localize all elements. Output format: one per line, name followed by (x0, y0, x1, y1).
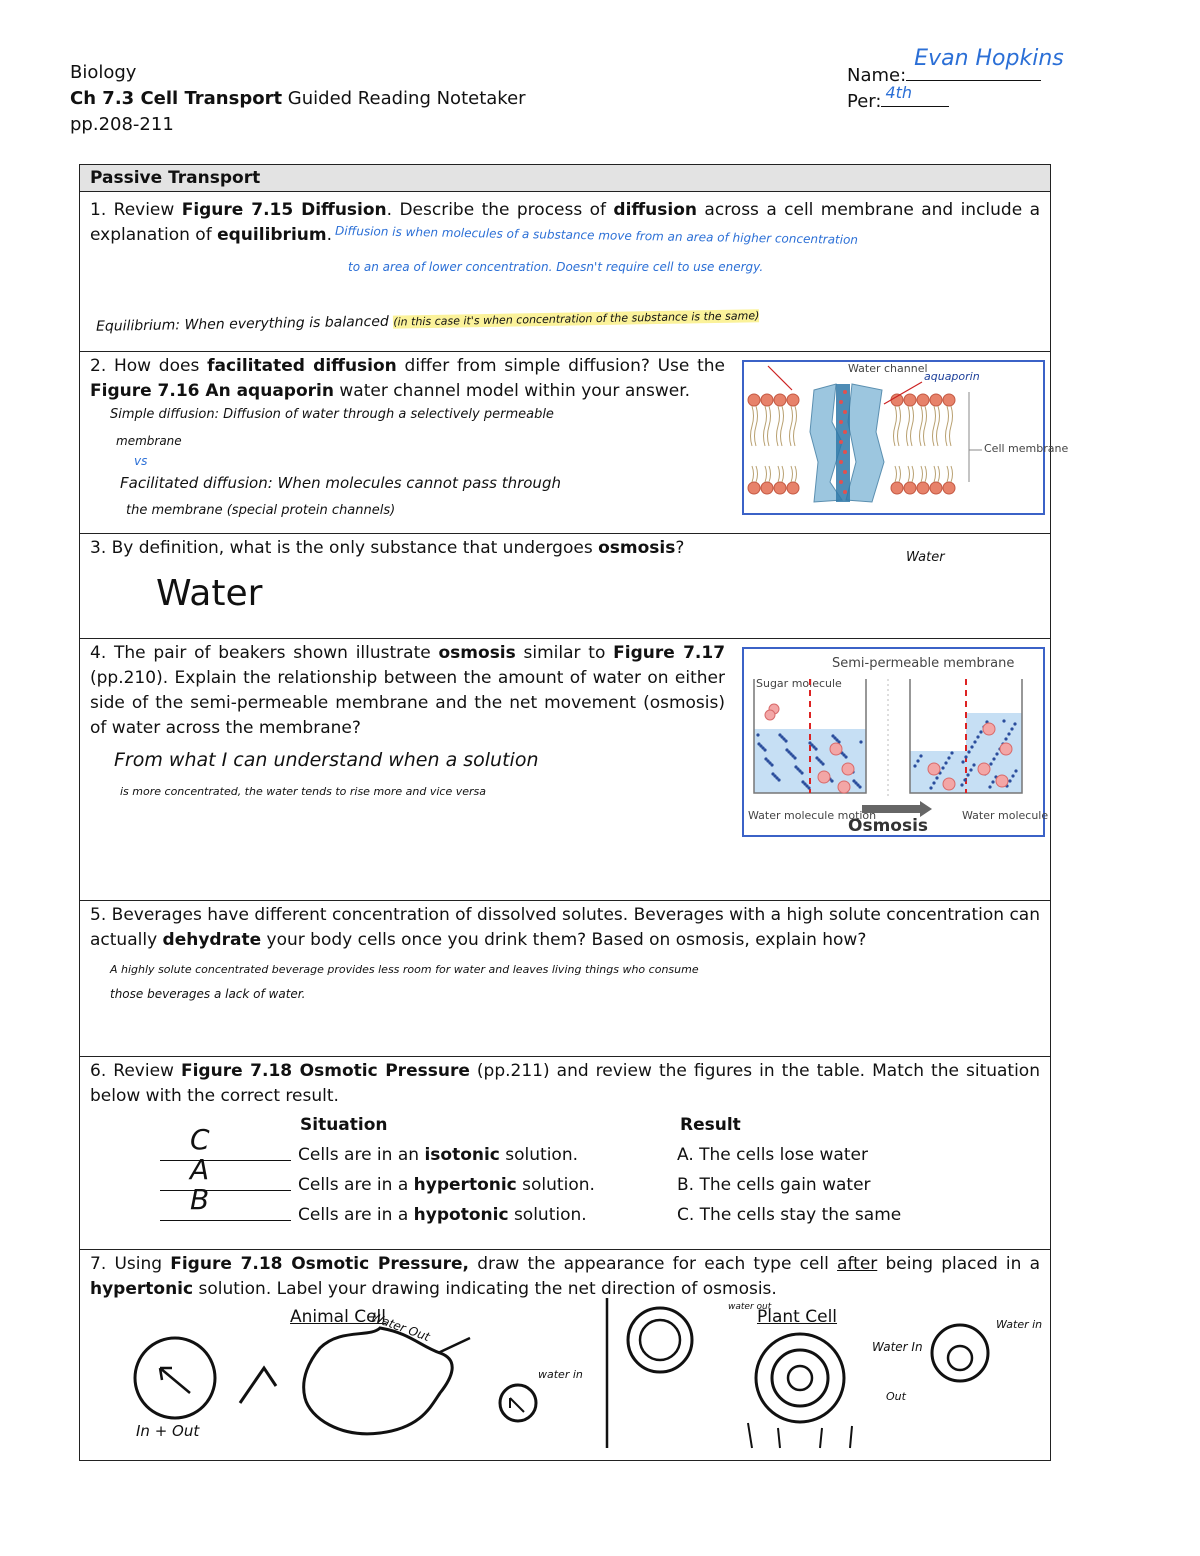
question-3-text: 3. By definition, what is the only substance that undergoes osmosis? (90, 538, 685, 558)
sugar-molecule (978, 763, 990, 775)
water-molecule (919, 754, 922, 757)
water-molecule (973, 740, 976, 743)
answer-6-2: A (190, 1153, 210, 1186)
answer-2-line1: Simple diffusion: Diffusion of water through a selectively permeable (110, 407, 554, 422)
phospholipid-tail (920, 406, 927, 482)
answer-6-3: B (190, 1183, 210, 1216)
worksheet-table (79, 164, 1069, 1461)
answer-2-vs: vs (134, 454, 148, 468)
phospholipid-tail (777, 406, 784, 482)
water-molecule (966, 773, 969, 776)
plant-cell-label: Plant Cell (757, 1307, 838, 1327)
phospholipid-head (748, 482, 760, 494)
water-molecule (967, 750, 970, 753)
question-6-text: 6. Review Figure 7.18 Osmotic Pressure (pp.211) and review the figures in the table. Match the situation below with the correct result. (90, 1061, 1040, 1106)
name-value: Evan Hopkins (914, 46, 1064, 71)
phospholipid-head (917, 394, 929, 406)
label-sugar-molecule: Sugar molecule (756, 677, 842, 690)
osmosis-arrowhead (920, 801, 932, 817)
chapter-title: Ch 7.3 Cell Transport Guided Reading Notetaker (70, 88, 526, 109)
result-b: B. The cells gain water (677, 1175, 871, 1195)
water-molecule (969, 768, 972, 771)
sugar-molecule (838, 781, 850, 793)
answer-2-line3: Facilitated diffusion: When molecules cannot pass through (120, 474, 561, 492)
label-water-molecule: Water molecule (962, 809, 1049, 822)
period-value: 4th (885, 83, 913, 102)
water-molecule (1011, 774, 1014, 777)
question-7 (80, 1249, 1050, 1460)
phospholipid-head (787, 394, 799, 406)
plant-cell-before-outer (628, 1308, 692, 1372)
aquaporin-diagram (744, 362, 1069, 513)
water-molecule (859, 740, 862, 743)
water-molecule-dot (843, 490, 847, 494)
sugar-molecule (1000, 743, 1012, 755)
question-5-text: 5. Beverages have different concentration of dissolved solutes. Beverages with a high solute concentration can actually dehydrate your body cells once you drink them? Based on osmosis, explain how? (90, 905, 1040, 950)
plant-cell-right-outer (932, 1325, 988, 1381)
label-osmosis: Osmosis (848, 816, 929, 836)
water-molecule (916, 759, 919, 762)
water-molecule (1007, 732, 1010, 735)
water-molecule (764, 757, 767, 760)
answer-5-line1: A highly solute concentrated beverage provides less room for water and leaves living things who consume (110, 963, 699, 976)
question-4 (80, 638, 1050, 900)
right-beaker-air (910, 713, 966, 751)
water-molecule (950, 751, 953, 754)
column-result: Result (680, 1115, 741, 1135)
water-molecule (757, 742, 760, 745)
result-a: A. The cells lose water (677, 1145, 868, 1165)
plant-cell-middle (772, 1350, 828, 1406)
label-water-in: water in (538, 1368, 583, 1381)
aquaporin-right-protein (846, 384, 884, 502)
label-water-in-3: Water in (996, 1318, 1043, 1331)
annot-aquaporin: aquaporin (924, 370, 980, 383)
phospholipid-head (891, 482, 903, 494)
water-molecule-dot (839, 420, 843, 424)
animal-water-arrow (438, 1338, 470, 1353)
water-molecule (995, 752, 998, 755)
water-molecule (960, 783, 963, 786)
answer-4-line1: From what I can understand when a solution (114, 749, 539, 771)
label-semi-permeable: Semi-permeable membrane (832, 656, 1015, 671)
phospholipid-head (930, 482, 942, 494)
label-water-in-2: Water In (872, 1340, 923, 1354)
phospholipid-tail (790, 406, 797, 482)
sugar-molecule (830, 743, 842, 755)
label-cell-membrane: Cell membrane (984, 442, 1069, 455)
animal-arrow-inner (160, 1368, 190, 1393)
water-molecule (972, 763, 975, 766)
phospholipid-head (917, 482, 929, 494)
phospholipid-head (904, 394, 916, 406)
water-molecule (913, 764, 916, 767)
question-7-text: 7. Using Figure 7.18 Osmotic Pressure, draw the appearance for each type cell after being placed in a hypertonic solution. Label your drawing indicating the net direction of osmosis. (90, 1254, 1041, 1299)
label-water-motion: Water molecule motion (748, 809, 877, 822)
page-range: pp.208-211 (70, 114, 174, 135)
sugar-molecule (996, 775, 1008, 787)
water-molecule (1010, 727, 1013, 730)
water-molecule (935, 776, 938, 779)
aquaporin-figure (742, 360, 1069, 515)
water-molecule-dot (843, 450, 847, 454)
sugar-molecule (818, 771, 830, 783)
animal-cell-small (500, 1385, 536, 1421)
animal-small-arrow (510, 1398, 524, 1412)
column-situation: Situation (300, 1115, 388, 1135)
question-3 (80, 533, 1050, 638)
animal-arrow (240, 1368, 276, 1403)
answer-6-1: C (190, 1123, 210, 1156)
water-channel (836, 384, 850, 502)
answer-1-line2: to an area of lower concentration. Doesn't require cell to use energy. (348, 260, 764, 274)
answer-2-line4: the membrane (special protein channels) (126, 503, 396, 518)
water-molecule-dot (839, 460, 843, 464)
label-out: Out (886, 1390, 906, 1403)
water-molecule (1014, 769, 1017, 772)
water-molecule (808, 741, 811, 744)
answer-3: Water (156, 573, 263, 614)
plant-cell-outer (756, 1334, 844, 1422)
water-molecule (929, 786, 932, 789)
plant-cell-inner (788, 1366, 812, 1390)
water-molecule (778, 733, 781, 736)
water-molecule (1008, 779, 1011, 782)
result-c: C. The cells stay the same (677, 1205, 902, 1225)
question-1-text: 1. Review Figure 7.15 Diffusion. Describe the process of diffusion across a cell membrane and include a explanation of equilibrium. (90, 200, 1040, 245)
water-molecule (771, 772, 774, 775)
water-molecule-dot (843, 430, 847, 434)
answer-blank-3[interactable] (160, 1183, 291, 1221)
water-molecule-dot (839, 440, 843, 444)
sugar-molecule (842, 763, 854, 775)
water-molecule (944, 761, 947, 764)
water-molecule (947, 756, 950, 759)
water-molecule (941, 766, 944, 769)
water-molecule (1002, 719, 1005, 722)
phospholipid-head (904, 482, 916, 494)
phospholipid-head (774, 394, 786, 406)
water-molecule (794, 765, 797, 768)
answer-1-line1: Diffusion is when molecules of a substance move from an area of higher concentration (334, 223, 859, 247)
period-field[interactable]: Per: 4th (847, 86, 949, 115)
water-molecule (1004, 737, 1007, 740)
water-molecule-dot (843, 410, 847, 414)
water-molecule (964, 755, 967, 758)
answer-1-line3: Equilibrium: When everything is balanced (in this case it's when concentration of the substance is the same) (95, 309, 760, 335)
phospholipid-head (943, 394, 955, 406)
phospholipid-head (761, 482, 773, 494)
phospholipid-head (943, 482, 955, 494)
water-molecule (988, 785, 991, 788)
course-label: Biology (70, 62, 137, 83)
animal-cell-label: Animal Cell (290, 1307, 387, 1327)
water-molecule (1013, 722, 1016, 725)
label-in-out: In + Out (136, 1422, 200, 1440)
situation-3: Cells are in a hypotonic solution. (298, 1205, 587, 1225)
water-molecule (815, 756, 818, 759)
water-molecule (991, 780, 994, 783)
phospholipid-head (787, 482, 799, 494)
phospholipid-tail (907, 406, 914, 482)
phospholipid-head (761, 394, 773, 406)
phospholipid-head (774, 482, 786, 494)
answer-5-line2: those beverages a lack of water. (110, 987, 306, 1001)
water-molecule (785, 748, 788, 751)
sugar-molecule (928, 763, 940, 775)
label-water-channel: Water channel (848, 362, 928, 375)
answer-1-highlight: (in this case it's when concentration of the substance is the same) (393, 309, 760, 329)
water-molecule (970, 745, 973, 748)
phospholipid-tail (946, 406, 953, 482)
water-molecule (932, 781, 935, 784)
annot-water-label: Water (906, 550, 945, 565)
question-4-text: 4. The pair of beakers shown illustrate osmosis similar to Figure 7.17 (pp.210). Explain the relationship between the amount of water on either side of the semi-permeable membrane and the net movement (osmosis) of water across the membrane? (90, 643, 726, 738)
animal-cell-shrunken (304, 1328, 453, 1434)
answer-2-line2: membrane (116, 434, 182, 448)
sugar-molecule (765, 710, 775, 720)
answer-blank-1[interactable] (160, 1123, 291, 1161)
answer-4-line2: is more concentrated, the water tends to rise more and vice versa (120, 785, 487, 798)
osmosis-diagram (744, 649, 1049, 836)
water-molecule (852, 779, 855, 782)
sugar-molecule (983, 723, 995, 735)
situation-1: Cells are in an isotonic solution. (298, 1145, 579, 1165)
phospholipid-tail (894, 406, 901, 482)
water-molecule (979, 730, 982, 733)
water-molecule (831, 734, 834, 737)
label-water-out: Water Out (369, 1309, 432, 1345)
annot-arrow-membrane (768, 366, 792, 390)
water-molecule (992, 757, 995, 760)
water-molecule (756, 733, 759, 736)
sugar-molecule (943, 778, 955, 790)
animal-cell-before (135, 1338, 215, 1418)
answer-blank-2[interactable] (160, 1153, 291, 1191)
water-molecule (989, 762, 992, 765)
phospholipid-head (930, 394, 942, 406)
name-field[interactable]: Name: Evan Hopkins (847, 46, 1064, 86)
water-molecule (976, 735, 979, 738)
question-2-text: 2. How does facilitated diffusion differ from simple diffusion? Use the Figure 7.16 An aquaporin water channel model within your answer. (90, 356, 726, 401)
label-water-out-2: water out (728, 1302, 772, 1312)
question-5 (80, 900, 1050, 1056)
phospholipid-tail (751, 406, 758, 482)
phospholipid-head (748, 394, 760, 406)
water-molecule-dot (839, 480, 843, 484)
water-molecule (801, 780, 804, 783)
water-molecule-dot (839, 400, 843, 404)
situation-2: Cells are in a hypertonic solution. (298, 1175, 595, 1195)
water-molecule (963, 778, 966, 781)
water-molecule-dot (843, 390, 847, 394)
question-6 (80, 1056, 1050, 1249)
section-title: Passive Transport (80, 165, 1050, 191)
phospholipid-tail (764, 406, 771, 482)
plant-cell-right-inner (948, 1346, 972, 1370)
water-molecule-dot (843, 470, 847, 474)
question-1 (80, 191, 1050, 351)
water-molecule (961, 760, 964, 763)
plant-marks (748, 1423, 852, 1448)
phospholipid-tail (933, 406, 940, 482)
plant-cell-before-inner (640, 1320, 680, 1360)
osmosis-figure (742, 647, 1049, 837)
